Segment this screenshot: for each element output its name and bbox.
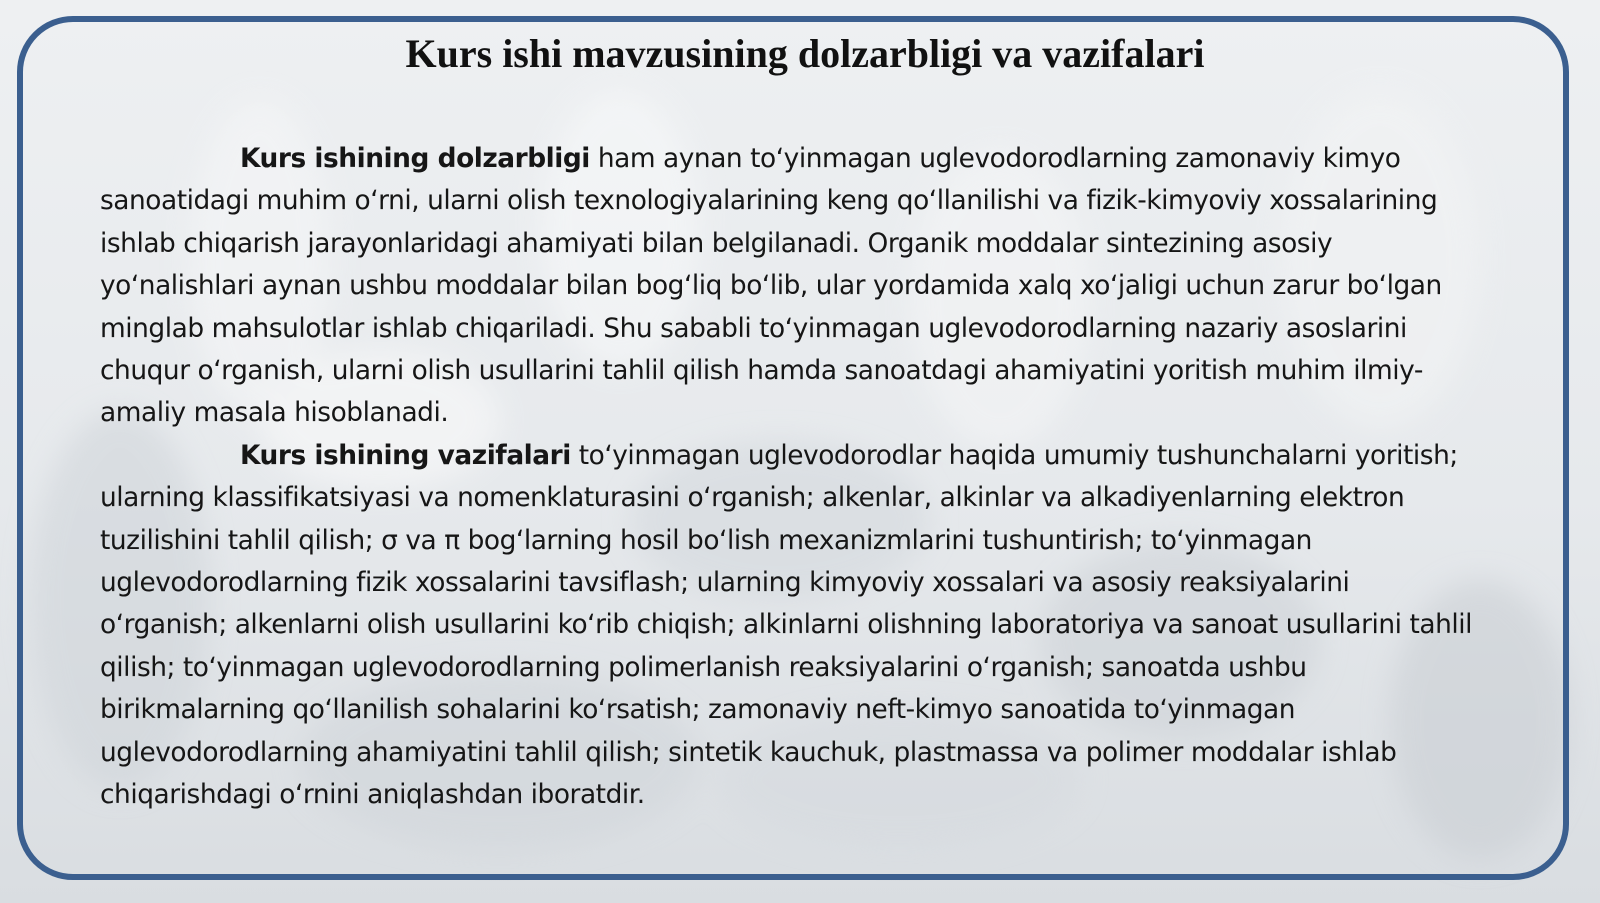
paragraph-tasks (100, 435, 1480, 817)
slide-title: Kurs ishi mavzusining dolzarbligi va vazifalari (405, 31, 1205, 76)
relevance-text: ham aynan toʻyinmagan uglevodorodlarning zamonaviy kimyo sanoatidagi muhim oʻrni, ularni olish texnologiyalarining keng qoʻllanilishi va fizik-kimyoviy xossalarining ishlab chiqarish jarayonlaridagi ahamiyati bilan belgilanadi. Organik moddalar sintezining asosiy yoʻnalishlari aynan ushbu moddalar bilan bogʻliq boʻlib, ular yordamida xalq xoʻjaligi uchun zarur boʻlgan minglab mahsulotlar ishlab chiqariladi. Shu sababli toʻyinmagan uglevodorodlarning nazariy asoslarini chuqur oʻrganish, ularni olish usullarini tahlil qilish hamda sanoatdagi ahamiyatini yoritish muhim ilmiy-amaliy masala hisoblanadi. (100, 143, 1442, 429)
tasks-heading: Kurs ishining vazifalari (240, 439, 571, 471)
paragraph-relevance (100, 138, 1480, 435)
relevance-heading: Kurs ishining dolzarbligi (240, 143, 590, 174)
tasks-text: toʻyinmagan uglevodorodlar haqida umumiy tushunchalarni yoritish; ularning klassifikatsiyasi va nomenklaturasini oʻrganish; alkenlar, alkinlar va alkadiyenlarning elektron tuzilishini tahlil qilish; σ va π bogʻlarning hosil boʻlish mexanizmlarini tushuntirish; toʻyinmagan uglevodorodlarning fizik xossalarini tavsiflash; ularning kimyoviy xossalari va asosiy reaksiyalarini oʻrganish; alkenlarni olish usullarini koʻrib chiqish; alkinlarni olishning laboratoriya va sanoat usullarini tahlil qilish; toʻyinmagan uglevodorodlarning polimerlanish reaksiyalarini oʻrganish; sanoatda ushbu birikmalarning qoʻllanilish sohalarini koʻrsatish; zamonaviy neft-kimyo sanoatida toʻyinmagan uglevodorodlarning ahamiyatini tahlil qilish; sintetik kauchuk, plastmassa va polimer moddalar ishlab chiqarishdagi oʻrnini aniqlashdan iboratdir. (100, 439, 1473, 811)
slide-body (100, 138, 1480, 817)
